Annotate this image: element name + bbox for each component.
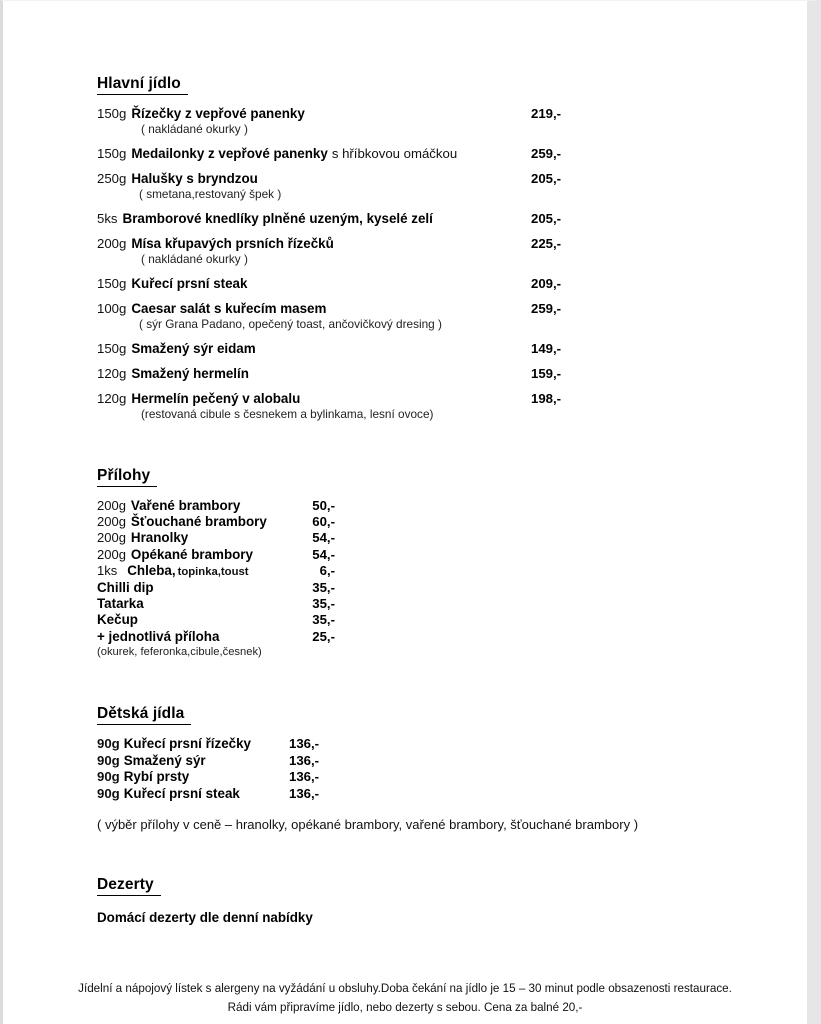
item-price: 54,-: [312, 546, 335, 562]
item-price: 6,-: [319, 562, 335, 578]
item-weight: 150g: [97, 275, 127, 291]
item-price: 35,-: [312, 579, 335, 595]
kids-item: [97, 753, 717, 769]
menu-item: [97, 106, 717, 136]
item-weight: 90g: [97, 752, 120, 768]
item-weight: 150g: [97, 105, 127, 121]
item-name: Kečup: [97, 612, 138, 628]
item-weight: 100g: [97, 300, 127, 316]
item-price: 159,-: [531, 365, 562, 381]
side-item: [97, 547, 717, 563]
menu-item: [97, 236, 717, 266]
item-price: 205,-: [531, 210, 562, 226]
menu-sheet: [3, 1, 807, 1024]
item-weight: 90g: [97, 736, 120, 752]
item-weight: 250g: [97, 170, 127, 186]
kids-item: [97, 736, 717, 752]
item-price: 35,-: [312, 596, 335, 612]
side-item: [97, 563, 717, 579]
item-weight: 5ks: [97, 210, 118, 226]
side-item: [97, 580, 717, 596]
section-heading-main-dishes: Hlavní jídlo: [97, 75, 188, 95]
side-item: [97, 498, 717, 514]
kids-note: ( výběr přílohy v ceně – hranolky, opékané brambory, vařené brambory, šťouchané brambory ): [97, 817, 639, 833]
section-heading-desserts: Dezerty: [97, 876, 161, 896]
section-kids-meals: [97, 705, 717, 832]
item-suffix: s hříbkovou omáčkou: [331, 145, 458, 161]
side-item: [97, 596, 717, 612]
item-weight: 200g: [97, 513, 126, 529]
main-dishes-list: [97, 106, 717, 421]
footer-line-2: Rádi vám připravíme jídlo, nebo dezerty s sebou. Cena za balné 20,-: [227, 1000, 583, 1015]
item-weight: 150g: [97, 340, 127, 356]
item-price: 149,-: [531, 340, 562, 356]
item-name: Kuřecí prsní řízečky: [123, 736, 252, 752]
item-name: Šťouchané brambory: [130, 513, 267, 529]
kids-item: [97, 769, 717, 785]
item-name: Chilli dip: [97, 579, 154, 595]
item-weight: 120g: [97, 365, 127, 381]
item-price: 198,-: [531, 390, 562, 406]
item-name: Řízečky z vepřové panenky: [131, 105, 305, 121]
item-note: (restovaná cibule s česnekem a bylinkama, lesní ovoce): [141, 406, 434, 421]
section-sides: [97, 467, 717, 659]
section-desserts: [97, 876, 717, 925]
item-price: 54,-: [312, 530, 335, 546]
item-name: Vařené brambory: [130, 497, 241, 513]
kids-list: [97, 736, 717, 832]
item-price: 136,-: [289, 752, 320, 768]
side-item: [97, 514, 717, 530]
menu-item: [97, 366, 717, 381]
side-item: [97, 629, 717, 645]
item-name: Hranolky: [130, 530, 189, 546]
menu-content: [97, 75, 717, 925]
item-weight: 200g: [97, 530, 126, 546]
kids-item: [97, 786, 717, 802]
item-weight: 1ks: [97, 562, 118, 578]
section-main-dishes: [97, 75, 717, 421]
sides-note: (okurek, feferonka,cibule,česnek): [97, 646, 262, 659]
item-price: 35,-: [312, 612, 335, 628]
item-name: Smažený sýr: [123, 752, 206, 768]
footer-line-1: Jídelní a nápojový lístek s alergeny na vyžádání u obsluhy.Doba čekání na jídlo je 15 – 30 minut podle obsazenosti restaurace.: [78, 981, 732, 995]
item-name: Tatarka: [97, 596, 144, 612]
item-name: Bramborové knedlíky plněné uzeným, kyselé zelí: [122, 210, 433, 226]
menu-item: [97, 171, 717, 201]
side-item: [97, 530, 717, 546]
page-footer: [27, 979, 783, 1017]
item-name: Caesar salát s kuřecím masem: [131, 300, 327, 316]
item-note: ( smetana,restovaný špek ): [139, 186, 282, 201]
item-name: Rybí prsty: [123, 769, 190, 785]
menu-item: [97, 211, 717, 226]
menu-item: [97, 146, 717, 161]
item-price: 209,-: [531, 275, 562, 291]
desserts-line: Domácí dezerty dle denní nabídky: [97, 909, 313, 925]
item-weight: 150g: [97, 145, 127, 161]
menu-item: [97, 276, 717, 291]
item-price: 219,-: [531, 105, 562, 121]
item-note: ( nakládané okurky ): [141, 251, 248, 266]
item-name: Smažený sýr eidam: [131, 340, 256, 356]
item-name: Medailonky z vepřové panenky: [131, 145, 328, 161]
item-price: 50,-: [312, 497, 335, 513]
item-name: Kuřecí prsní steak: [123, 786, 240, 801]
item-name: + jednotlivá příloha: [97, 628, 220, 644]
item-name: Hermelín pečený v alobalu: [131, 390, 301, 406]
item-name: Opékané brambory: [130, 546, 253, 562]
item-note: ( nakládané okurky ): [141, 121, 248, 136]
item-note: ( sýr Grana Padano, opečený toast, ančovičkový dresing ): [139, 316, 442, 331]
side-item: [97, 612, 717, 628]
menu-item: [97, 341, 717, 356]
item-name: Mísa křupavých prsních řízečků: [131, 235, 334, 251]
item-price: 136,-: [289, 769, 320, 785]
sides-list: [97, 498, 717, 659]
item-price: 136,-: [289, 786, 320, 801]
section-heading-sides: Přílohy: [97, 467, 157, 487]
item-weight: 200g: [97, 235, 127, 251]
item-name-small: topinka,toust: [177, 565, 249, 578]
section-heading-kids-meals: Dětská jídla: [97, 705, 191, 725]
item-name: Kuřecí prsní steak: [131, 275, 248, 291]
item-price: 205,-: [531, 170, 562, 186]
item-weight: 90g: [97, 769, 120, 785]
item-price: 136,-: [289, 736, 320, 752]
item-weight: 90g: [97, 786, 120, 801]
menu-item: [97, 301, 717, 331]
item-price: 60,-: [312, 513, 335, 529]
item-price: 259,-: [531, 300, 562, 316]
item-name: Chleba,: [127, 562, 176, 578]
item-weight: 200g: [97, 497, 126, 513]
item-weight: 200g: [97, 546, 126, 562]
item-price: 25,-: [312, 628, 335, 644]
item-name: Halušky s bryndzou: [131, 170, 258, 186]
item-name: Smažený hermelín: [131, 365, 249, 381]
item-weight: 120g: [97, 390, 127, 406]
item-price: 259,-: [531, 145, 562, 161]
item-price: 225,-: [531, 235, 562, 251]
menu-item: [97, 391, 717, 421]
